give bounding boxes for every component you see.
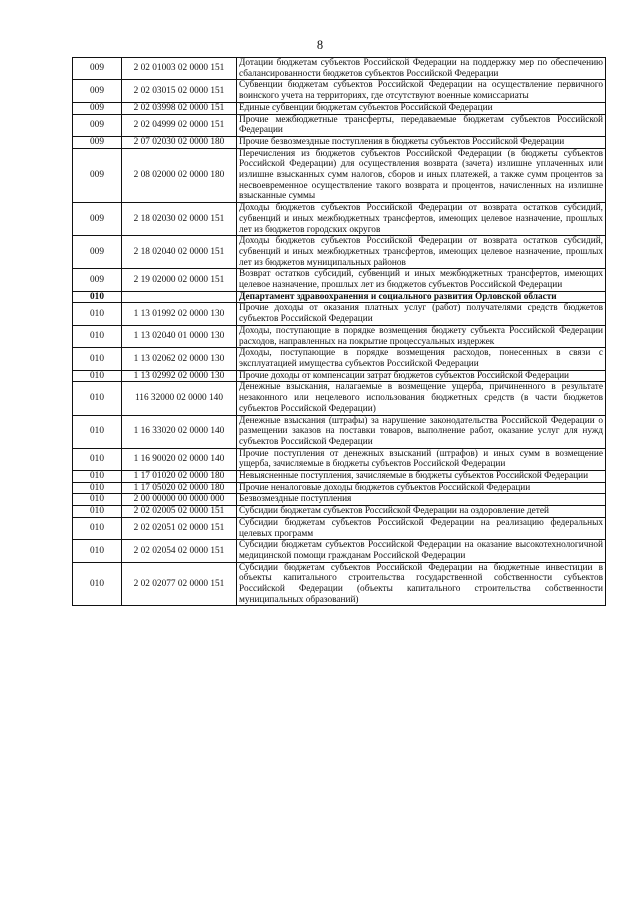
revenue-name-cell: Перечисления из бюджетов субъектов Российской Федерации (в бюджеты субъектов Российской Федерации) для осуществления возврата (зачета) излишне уплаченных или излишне взысканных сумм налогов, сборов и иных платежей, а также сумм процентов за несвоевременное осуществление такого возврата и процентов, начисленных на излишне взысканные суммы xyxy=(237,148,606,203)
revenue-code-cell: 2 02 03998 02 0000 151 xyxy=(122,102,237,114)
revenue-name-cell: Субсидии бюджетам субъектов Российской Федерации на оздоровление детей xyxy=(237,506,606,518)
table-row xyxy=(73,348,606,370)
revenue-name-cell: Дотации бюджетам субъектов Российской Федерации на поддержку мер по обеспечению сбалансированности бюджетов субъектов Российской Федерации xyxy=(237,58,606,80)
revenue-name-cell: Субсидии бюджетам субъектов Российской Федерации на оказание высокотехнологичной медицинской помощи гражданам Российской Федерации xyxy=(237,540,606,562)
table-row xyxy=(73,58,606,80)
admin-code-cell: 009 xyxy=(73,114,122,136)
revenue-name-cell: Прочие поступления от денежных взысканий (штрафов) и иных сумм в возмещение ущерба, зачисляемые в бюджеты субъектов Российской Федерации xyxy=(237,448,606,470)
admin-code-cell: 010 xyxy=(73,482,122,494)
revenue-code-cell: 2 18 02040 02 0000 151 xyxy=(122,236,237,269)
revenue-code-cell: 2 02 02054 02 0000 151 xyxy=(122,540,237,562)
admin-code-cell: 010 xyxy=(73,303,122,325)
revenue-name-cell: Доходы, поступающие в порядке возмещения расходов, понесенных в связи с эксплуатацией имущества субъектов Российской Федерации xyxy=(237,348,606,370)
revenue-code-cell: 1 17 01020 02 0000 180 xyxy=(122,471,237,483)
table-row xyxy=(73,291,606,303)
revenue-code-cell: 2 02 02077 02 0000 151 xyxy=(122,562,237,606)
revenue-code-cell: 116 32000 02 0000 140 xyxy=(122,382,237,415)
revenue-code-cell: 1 16 90020 02 0000 140 xyxy=(122,448,237,470)
table-row xyxy=(73,148,606,203)
table-row xyxy=(73,203,606,236)
table-row xyxy=(73,269,606,291)
admin-code-cell: 009 xyxy=(73,203,122,236)
admin-code-cell: 009 xyxy=(73,58,122,80)
revenue-code-cell: 2 02 02051 02 0000 151 xyxy=(122,517,237,539)
revenue-name-cell: Прочие межбюджетные трансферты, передаваемые бюджетам субъектов Российской Федерации xyxy=(237,114,606,136)
admin-code-cell: 009 xyxy=(73,269,122,291)
admin-code-cell: 010 xyxy=(73,471,122,483)
revenue-name-cell: Возврат остатков субсидий, субвенций и иных межбюджетных трансфертов, имеющих целевое назначение, прошлых лет из бюджетов субъектов Российской Федерации xyxy=(237,269,606,291)
admin-code-cell: 009 xyxy=(73,148,122,203)
admin-code-cell: 010 xyxy=(73,506,122,518)
admin-code-cell: 010 xyxy=(73,348,122,370)
revenue-code-cell: 2 02 02005 02 0000 151 xyxy=(122,506,237,518)
revenue-name-cell: Субвенции бюджетам субъектов Российской Федерации на осуществление первичного воинского учета на территориях, где отсутствуют военные комиссариаты xyxy=(237,80,606,102)
table-row xyxy=(73,471,606,483)
revenue-name-cell: Субсидии бюджетам субъектов Российской Федерации на бюджетные инвестиции в объекты капитального строительства государственной собственности субъектов Российской Федерации (объекты капитального строительства собственности муниципальных образований) xyxy=(237,562,606,606)
revenue-code-cell: 2 00 00000 00 0000 000 xyxy=(122,494,237,506)
table-row xyxy=(73,102,606,114)
revenue-name-cell: Прочие неналоговые доходы бюджетов субъектов Российской Федерации xyxy=(237,482,606,494)
table-row xyxy=(73,517,606,539)
table-row xyxy=(73,382,606,415)
revenue-name-cell: Единые субвенции бюджетам субъектов Российской Федерации xyxy=(237,102,606,114)
revenue-name-cell: Доходы бюджетов субъектов Российской Федерации от возврата остатков субсидий, субвенций и иных межбюджетных трансфертов, имеющих целевое назначение, прошлых лет из бюджетов муниципальных районов xyxy=(237,236,606,269)
table-row xyxy=(73,303,606,325)
revenue-code-cell: 2 02 03015 02 0000 151 xyxy=(122,80,237,102)
admin-code-cell: 009 xyxy=(73,102,122,114)
admin-code-cell: 010 xyxy=(73,517,122,539)
admin-code-cell: 010 xyxy=(73,325,122,347)
table-row xyxy=(73,482,606,494)
revenue-code-cell: 2 02 01003 02 0000 151 xyxy=(122,58,237,80)
table-body xyxy=(73,58,606,606)
revenue-code-cell: 1 13 02040 01 0000 130 xyxy=(122,325,237,347)
admin-code-cell: 010 xyxy=(73,415,122,448)
revenue-code-cell: 2 18 02030 02 0000 151 xyxy=(122,203,237,236)
table-row xyxy=(73,506,606,518)
revenue-code-cell: 2 19 02000 02 0000 151 xyxy=(122,269,237,291)
revenue-name-cell: Субсидии бюджетам субъектов Российской Федерации на реализацию федеральных целевых программ xyxy=(237,517,606,539)
table-row xyxy=(73,325,606,347)
revenue-name-cell: Денежные взыскания, налагаемые в возмещение ущерба, причиненного в результате незаконного или нецелевого использования бюджетных средств (в части бюджетов субъектов Российской Федерации) xyxy=(237,382,606,415)
revenue-name-cell: Безвозмездные поступления xyxy=(237,494,606,506)
page-number: 8 xyxy=(316,38,324,52)
revenue-code-cell: 1 13 02062 02 0000 130 xyxy=(122,348,237,370)
admin-code-cell: 010 xyxy=(73,562,122,606)
revenue-name-cell: Департамент здравоохранения и социального развития Орловской области xyxy=(237,291,606,303)
table-row xyxy=(73,415,606,448)
revenue-codes-table xyxy=(72,57,606,606)
table-row xyxy=(73,136,606,148)
revenue-code-cell: 2 07 02030 02 0000 180 xyxy=(122,136,237,148)
revenue-name-cell: Доходы, поступающие в порядке возмещения бюджету субъекта Российской Федерации расходов, направленных на покрытие процессуальных издержек xyxy=(237,325,606,347)
revenue-name-cell: Прочие доходы от оказания платных услуг (работ) получателями средств бюджетов субъектов Российской Федерации xyxy=(237,303,606,325)
revenue-code-cell xyxy=(122,291,237,303)
table-row xyxy=(73,562,606,606)
admin-code-cell: 010 xyxy=(73,382,122,415)
revenue-code-cell: 1 13 01992 02 0000 130 xyxy=(122,303,237,325)
table-row xyxy=(73,494,606,506)
revenue-name-cell: Прочие безвозмездные поступления в бюджеты субъектов Российской Федерации xyxy=(237,136,606,148)
table-row xyxy=(73,80,606,102)
revenue-code-cell: 1 17 05020 02 0000 180 xyxy=(122,482,237,494)
table-row xyxy=(73,236,606,269)
admin-code-cell: 010 xyxy=(73,448,122,470)
revenue-name-cell: Прочие доходы от компенсации затрат бюджетов субъектов Российской Федерации xyxy=(237,370,606,382)
revenue-code-cell: 2 02 04999 02 0000 151 xyxy=(122,114,237,136)
admin-code-cell: 009 xyxy=(73,136,122,148)
revenue-code-cell: 1 16 33020 02 0000 140 xyxy=(122,415,237,448)
revenue-name-cell: Невыясненные поступления, зачисляемые в бюджеты субъектов Российской Федерации xyxy=(237,471,606,483)
admin-code-cell: 009 xyxy=(73,80,122,102)
table-row xyxy=(73,448,606,470)
admin-code-cell: 010 xyxy=(73,370,122,382)
revenue-code-cell: 2 08 02000 02 0000 180 xyxy=(122,148,237,203)
admin-code-cell: 010 xyxy=(73,540,122,562)
admin-code-cell: 010 xyxy=(73,494,122,506)
revenue-name-cell: Денежные взыскания (штрафы) за нарушение законодательства Российской Федерации о размещении заказов на поставки товаров, выполнение работ, оказание услуг для нужд субъектов Российской Федерации xyxy=(237,415,606,448)
revenue-name-cell: Доходы бюджетов субъектов Российской Федерации от возврата остатков субсидий, субвенций и иных межбюджетных трансфертов, имеющих целевое назначение, прошлых лет из бюджетов городских округов xyxy=(237,203,606,236)
revenue-code-cell: 1 13 02992 02 0000 130 xyxy=(122,370,237,382)
table-row xyxy=(73,540,606,562)
table-row xyxy=(73,370,606,382)
table-row xyxy=(73,114,606,136)
admin-code-cell: 009 xyxy=(73,236,122,269)
admin-code-cell: 010 xyxy=(73,291,122,303)
